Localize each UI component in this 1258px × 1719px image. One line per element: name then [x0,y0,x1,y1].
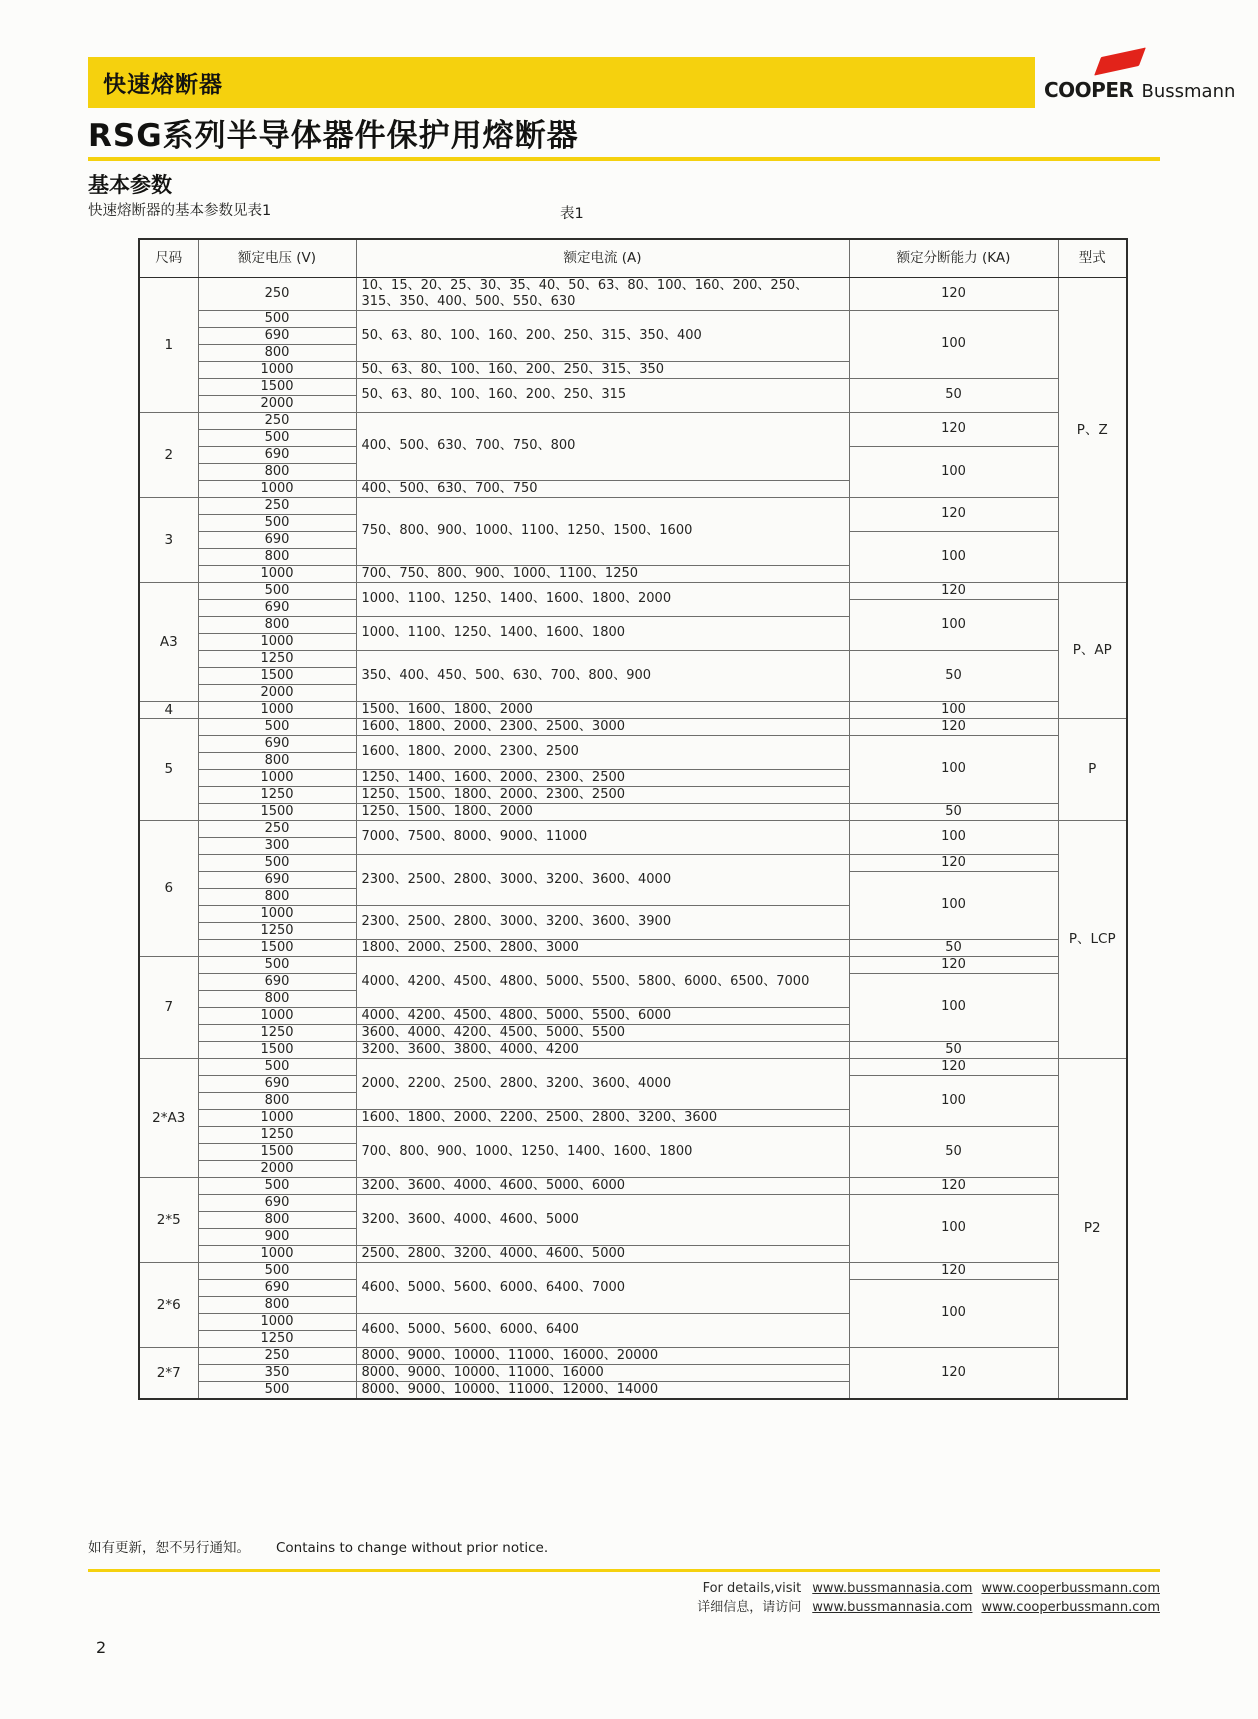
cell-v: 500 [198,1177,356,1194]
cell-v: 1000 [198,905,356,922]
cell-v: 300 [198,837,356,854]
intro-row [88,199,1160,220]
cell-v: 800 [198,990,356,1007]
cell-v: 800 [198,1092,356,1109]
cell-cur: 2300、2500、2800、3000、3200、3600、3900 [356,905,849,939]
cell-size: A3 [139,582,198,701]
cell-cur: 2300、2500、2800、3000、3200、3600、4000 [356,854,849,905]
cell-v: 690 [198,446,356,463]
cell-v: 690 [198,973,356,990]
cell-v: 1500 [198,667,356,684]
cell-v: 2000 [198,395,356,412]
cell-v: 1000 [198,1245,356,1262]
change-notice [88,1536,548,1556]
cell-type: P、Z [1058,277,1127,582]
cell-size: 2*6 [139,1262,198,1347]
cell-v: 690 [198,871,356,888]
cell-v: 1000 [198,633,356,650]
table-row [139,310,1127,327]
spec-table-header-row [139,239,1127,277]
cell-cur: 3200、3600、3800、4000、4200 [356,1041,849,1058]
cell-ka: 100 [849,310,1058,378]
banner [88,57,1035,108]
title-underline-rule [88,157,1160,161]
cell-v: 800 [198,548,356,565]
change-notice-cn: 如有更新，恕不另行通知。 [88,1540,250,1556]
table-row [139,939,1127,956]
cell-ka: 120 [849,277,1058,310]
cell-ka: 120 [849,1177,1058,1194]
cell-ka: 100 [849,973,1058,1041]
cell-v: 800 [198,344,356,361]
cell-cur: 400、500、630、700、750 [356,480,849,497]
cell-ka: 50 [849,803,1058,820]
section-heading: 基本参数 [88,173,172,197]
cell-ka: 100 [849,735,1058,803]
cell-cur: 1250、1500、1800、2000、2300、2500 [356,786,849,803]
cell-cur: 2500、2800、3200、4000、4600、5000 [356,1245,849,1262]
column-header: 尺码 [139,239,198,277]
table-caption: 表1 [560,206,584,222]
table-row [139,1126,1127,1143]
cell-cur: 4000、4200、4500、4800、5000、5500、6000 [356,1007,849,1024]
table-row [139,412,1127,429]
cell-ka: 120 [849,854,1058,871]
link-cooperbussmann-en[interactable]: www.cooperbussmann.com [981,1581,1160,1596]
logo-flag-icon [1094,47,1146,75]
cell-v: 500 [198,514,356,531]
logo-text-bussmann: Bussmann [1141,81,1236,102]
table-row [139,1177,1127,1194]
cell-cur: 2000、2200、2500、2800、3200、3600、4000 [356,1058,849,1109]
cell-cur: 400、500、630、700、750、800 [356,412,849,480]
cell-ka: 120 [849,1347,1058,1399]
cell-ka: 50 [849,939,1058,956]
cell-cur: 4600、5000、5600、6000、6400、7000 [356,1262,849,1313]
cell-ka: 100 [849,1075,1058,1126]
table-row [139,735,1127,752]
page-title: RSG系列半导体器件保护用熔断器 [88,118,579,154]
cell-size: 6 [139,820,198,956]
link-cooperbussmann-cn[interactable]: www.cooperbussmann.com [981,1600,1160,1615]
cell-v: 800 [198,752,356,769]
cell-v: 690 [198,531,356,548]
cell-ka: 100 [849,531,1058,582]
cell-cur: 50、63、80、100、160、200、250、315、350 [356,361,849,378]
cell-ka: 100 [849,1279,1058,1347]
cell-ka: 100 [849,1194,1058,1262]
column-header: 额定电流 (A) [356,239,849,277]
cell-v: 1250 [198,922,356,939]
cell-size: 4 [139,701,198,718]
page-number: 2 [96,1638,107,1657]
cell-cur: 1250、1500、1800、2000 [356,803,849,820]
table-row [139,820,1127,837]
cell-v: 690 [198,1194,356,1211]
cell-cur: 3600、4000、4200、4500、5000、5500 [356,1024,849,1041]
cell-v: 1000 [198,480,356,497]
table-row [139,956,1127,973]
cell-v: 1250 [198,1126,356,1143]
change-notice-en: Contains to change without prior notice. [276,1540,549,1556]
cell-cur: 1600、1800、2000、2300、2500 [356,735,849,769]
cell-v: 800 [198,616,356,633]
cooper-bussmann-logo [1044,50,1236,106]
cell-cur: 3200、3600、4000、4600、5000、6000 [356,1177,849,1194]
cell-v: 1500 [198,939,356,956]
cell-cur: 350、400、450、500、630、700、800、900 [356,650,849,701]
cell-v: 250 [198,412,356,429]
cell-v: 1000 [198,361,356,378]
cell-v: 1250 [198,1024,356,1041]
cell-v: 1000 [198,769,356,786]
cell-v: 1500 [198,803,356,820]
cell-size: 2 [139,412,198,497]
cell-v: 900 [198,1228,356,1245]
spec-table [138,238,1128,1400]
cell-v: 1500 [198,378,356,395]
table-row [139,718,1127,735]
cell-v: 1250 [198,650,356,667]
cell-v: 1250 [198,786,356,803]
cell-ka: 50 [849,650,1058,701]
details-prefix-en: For details,visit [702,1581,802,1596]
table-row [139,701,1127,718]
cell-size: 2*5 [139,1177,198,1262]
cell-v: 500 [198,1058,356,1075]
cell-ka: 50 [849,378,1058,412]
table-row [139,1347,1127,1364]
column-header: 型式 [1058,239,1127,277]
cell-v: 1500 [198,1143,356,1160]
details-prefix-cn: 详细信息，请访问 [697,1600,802,1615]
cell-size: 1 [139,277,198,412]
spec-table-body [139,277,1127,1399]
cell-cur: 1250、1400、1600、2000、2300、2500 [356,769,849,786]
table-row [139,378,1127,395]
cell-cur: 750、800、900、1000、1100、1250、1500、1600 [356,497,849,565]
cell-cur: 8000、9000、10000、11000、16000 [356,1364,849,1381]
cell-cur: 3200、3600、4000、4600、5000 [356,1194,849,1245]
column-header: 额定分断能力 (KA) [849,239,1058,277]
cell-v: 500 [198,956,356,973]
cell-v: 500 [198,1262,356,1279]
cell-cur: 50、63、80、100、160、200、250、315、350、400 [356,310,849,361]
cell-cur: 700、750、800、900、1000、1100、1250 [356,565,849,582]
cell-ka: 120 [849,718,1058,735]
cell-cur: 8000、9000、10000、11000、12000、14000 [356,1381,849,1399]
footer-rule [88,1569,1160,1572]
cell-v: 500 [198,310,356,327]
cell-cur: 4000、4200、4500、4800、5000、5500、5800、6000、6500、7000 [356,956,849,1007]
cell-cur: 7000、7500、8000、9000、11000 [356,820,849,854]
cell-v: 690 [198,327,356,344]
cell-ka: 50 [849,1126,1058,1177]
cell-v: 250 [198,820,356,837]
cell-size: 2*7 [139,1347,198,1399]
cell-v: 2000 [198,684,356,701]
cell-v: 1000 [198,1007,356,1024]
cell-size: 5 [139,718,198,820]
cell-v: 1250 [198,1330,356,1347]
cell-size: 7 [139,956,198,1058]
cell-cur: 1800、2000、2500、2800、3000 [356,939,849,956]
table-row [139,803,1127,820]
cell-v: 690 [198,599,356,616]
cell-ka: 100 [849,446,1058,497]
cell-v: 800 [198,1296,356,1313]
cell-v: 690 [198,1279,356,1296]
cell-v: 1500 [198,1041,356,1058]
cell-v: 1000 [198,565,356,582]
cell-ka: 120 [849,1058,1058,1075]
cell-v: 800 [198,463,356,480]
cell-cur: 4600、5000、5600、6000、6400 [356,1313,849,1347]
cell-ka: 100 [849,599,1058,650]
table-row [139,582,1127,599]
details-line-cn [697,1598,1160,1617]
table-row [139,277,1127,310]
link-bussmannasia-en[interactable]: www.bussmannasia.com [812,1581,973,1596]
cell-type: P、AP [1058,582,1127,718]
cell-v: 690 [198,1075,356,1092]
table-row [139,497,1127,514]
cell-cur: 1600、1800、2000、2300、2500、3000 [356,718,849,735]
cell-ka: 120 [849,497,1058,531]
cell-v: 500 [198,854,356,871]
cell-v: 500 [198,429,356,446]
cell-type: P2 [1058,1058,1127,1399]
cell-size: 2*A3 [139,1058,198,1177]
cell-v: 250 [198,1347,356,1364]
cell-type: P、LCP [1058,820,1127,1058]
cell-v: 1000 [198,1109,356,1126]
cell-v: 250 [198,277,356,310]
banner-title: 快速熔断器 [103,72,223,98]
table-row [139,1262,1127,1279]
table-row [139,854,1127,871]
cell-cur: 1600、1800、2000、2200、2500、2800、3200、3600 [356,1109,849,1126]
table-row [139,650,1127,667]
cell-ka: 120 [849,412,1058,446]
cell-v: 690 [198,735,356,752]
cell-ka: 120 [849,956,1058,973]
intro-text: 快速熔断器的基本参数见表1 [88,203,272,219]
cell-cur: 1000、1100、1250、1400、1600、1800、2000 [356,582,849,616]
cell-ka: 120 [849,582,1058,599]
cell-v: 250 [198,497,356,514]
cell-v: 1000 [198,701,356,718]
cell-size: 3 [139,497,198,582]
table-row [139,1194,1127,1211]
cell-v: 800 [198,1211,356,1228]
cell-ka: 100 [849,871,1058,939]
cell-ka: 120 [849,1262,1058,1279]
logo-text [1044,78,1235,102]
cell-cur: 10、15、20、25、30、35、40、50、63、80、100、160、200、250、315、350、400、500、550、630 [356,277,849,310]
logo-text-cooper: COOPER [1044,78,1134,102]
cell-ka: 100 [849,701,1058,718]
cell-type: P [1058,718,1127,820]
cell-v: 800 [198,888,356,905]
cell-cur: 8000、9000、10000、11000、16000、20000 [356,1347,849,1364]
cell-v: 350 [198,1364,356,1381]
cell-v: 500 [198,582,356,599]
column-header: 额定电压 (V) [198,239,356,277]
cell-cur: 50、63、80、100、160、200、250、315 [356,378,849,412]
cell-cur: 1500、1600、1800、2000 [356,701,849,718]
footer-links [697,1579,1160,1617]
cell-v: 500 [198,718,356,735]
cell-v: 2000 [198,1160,356,1177]
cell-v: 1000 [198,1313,356,1330]
cell-ka: 100 [849,820,1058,854]
cell-cur: 700、800、900、1000、1250、1400、1600、1800 [356,1126,849,1177]
details-line-en [697,1579,1160,1598]
cell-ka: 50 [849,1041,1058,1058]
table-row [139,1041,1127,1058]
cell-v: 500 [198,1381,356,1399]
link-bussmannasia-cn[interactable]: www.bussmannasia.com [812,1600,973,1615]
cell-cur: 1000、1100、1250、1400、1600、1800 [356,616,849,650]
table-row [139,1058,1127,1075]
